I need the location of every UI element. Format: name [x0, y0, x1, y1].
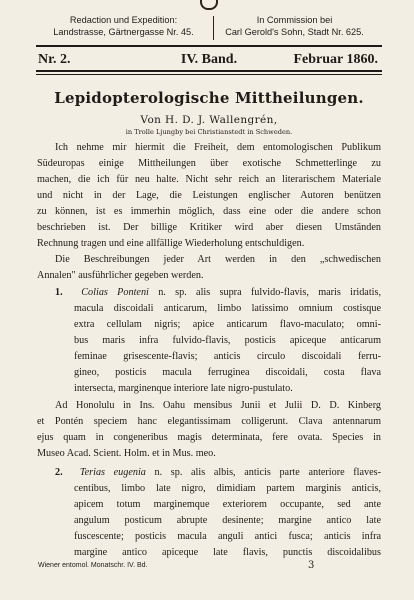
intro-line: Die Beschreibungen jeder Art werden in den „schwedischen [55, 254, 381, 265]
intro-line: Ich nehme mir hiermit die Freiheit, dem entomologischen Publikum [55, 142, 381, 153]
header-rule-bottom [36, 70, 382, 72]
species1-line: gineo, posticis macula ferruginea discoidali, costa flava [74, 367, 381, 378]
species1-line: n. sp. alis supra fulvido-flavis, maris iridatis, [158, 287, 381, 298]
emblem-icon [200, 0, 218, 10]
article-affiliation: in Trolle Ljungby bei Christianstedt in Schweden. [125, 128, 293, 136]
species2-line: margine antico apiceque late flavis, punctis discoidalibus [74, 547, 381, 558]
intro-line: machen, die ich für neu halte. Nicht sehr reich an literarischem Materiale [37, 174, 381, 185]
species1-line: extra cellulam nigris; apice anticarum flavo-maculato; omni- [74, 319, 381, 330]
header-rule-top [36, 45, 382, 47]
intro-line: Südeuropas einige Mittheilungen über exotische Schmetterlinge zu [37, 158, 381, 169]
species1-para-line: ejus quam in congeneribus magis determinata, fere ovata. Species in [37, 432, 381, 443]
issue-line [36, 52, 382, 68]
species1-first-line [55, 286, 381, 300]
species2-line: centibus, limbo late nigro, dimidiam partem marginis anticis, [74, 483, 381, 494]
species2-name: Terias eugenia [79, 467, 146, 478]
species1-para-line: Ad Honolulu in Ins. Oahu mensibus Junii et Julii D. D. Kinberg [55, 400, 381, 411]
masthead-left-line2: Landstrasse, Gärtnergasse Nr. 45. [53, 27, 194, 37]
footer-source: Wiener entomol. Monatschr. IV. Bd. [38, 562, 148, 569]
intro-line: beschrieben ist. Der billige Kritiker wird aber diesen Umständen [37, 222, 381, 233]
species1-para-line: et Pontén speciem hanc elegantissimam colligerunt. Clava antennarum [37, 416, 381, 427]
header-rule-bottom-thin [36, 74, 382, 75]
issue-date: Februar 1860. [293, 52, 378, 67]
species1-line: feminae grisescente-flavis; anticis circulo discoidali ferru- [74, 351, 381, 362]
species2-line: fuscescente; posticis macula anguli antici fusca; anticis infra [74, 531, 381, 542]
masthead-right [207, 14, 382, 38]
intro-line: Rechnung tragen und eine allfällige Wiederholung entschuldigen. [37, 238, 305, 249]
issue-band: IV. Band. [180, 52, 238, 67]
species1-para-line: Museo Acad. Scient. Holm. et in Mus. meo. [37, 448, 216, 459]
species1-line: bus maris infra fulvido-flavis, posticis apiceque anticarum [74, 335, 381, 346]
species1-line: macula discoidali anticarum, limbo latissimo omnium costisque [74, 303, 381, 314]
article-title: Lepidopterologische Mittheilungen. [54, 89, 364, 107]
species2-line: angulum posticum abrupte desinente; margine antico late [74, 515, 381, 526]
species2-first-line [55, 466, 381, 480]
species1-name: Colias Ponteni [81, 287, 149, 298]
masthead-left-line1: Redaction und Expedition: [69, 15, 178, 25]
species1-number: 1. [55, 287, 63, 298]
intro-line: zu können, ist es immerhin möglich, dass eine oder die andere schon [37, 206, 381, 217]
masthead-right-line1: In Commission bei [256, 15, 333, 25]
masthead-right-line2: Carl Gerold's Sohn, Stadt Nr. 625. [225, 27, 364, 37]
species2-line: apicem totum marginemque exteriorem occupante, sed ante [74, 499, 381, 510]
intro-line: und nicht in der Lage, die Leistungen englischer Autoren benützen [37, 190, 381, 201]
article-author: Von H. D. J. Wallengrén, [140, 114, 278, 126]
footer-signature: 3 [308, 560, 315, 571]
species2-number: 2. [55, 467, 63, 478]
species1-line: intersecta, marginenque interiore late nigro-pustulato. [74, 383, 293, 394]
species2-line: n. sp. alis albis, anticis parte anteriore flaves- [154, 467, 381, 478]
intro-line: Annalen" ausführlicher gegeben werden. [37, 270, 204, 281]
masthead-left [36, 14, 211, 38]
issue-number: Nr. 2. [38, 52, 71, 67]
